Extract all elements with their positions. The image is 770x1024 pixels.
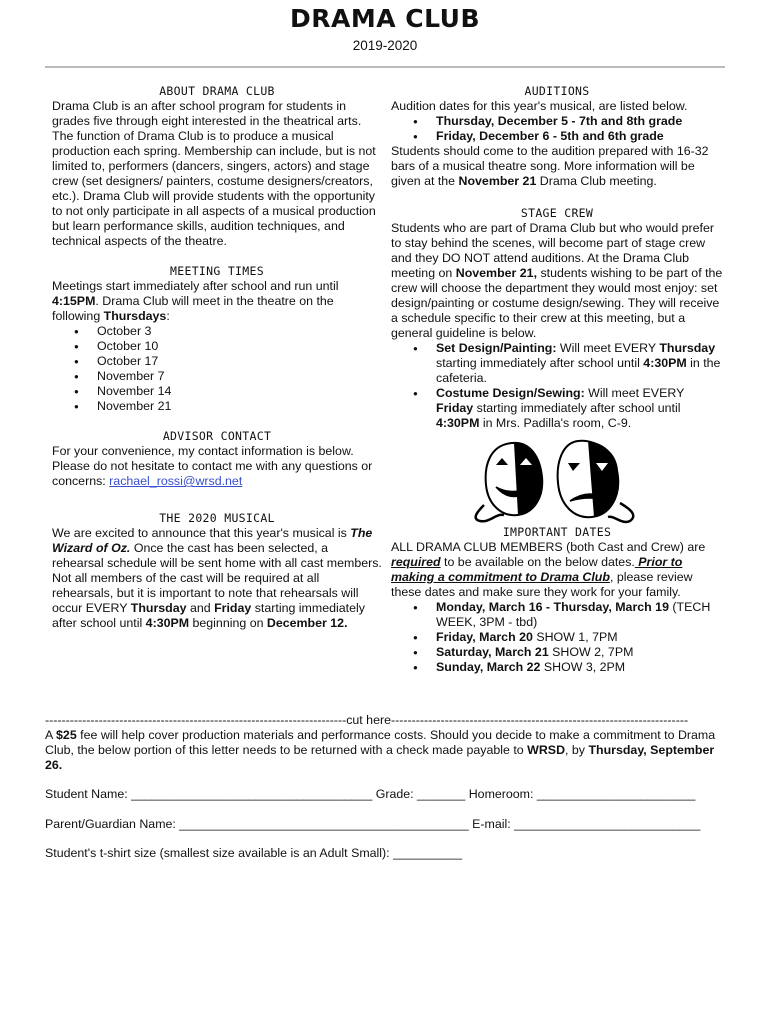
list-item: ● November 14	[97, 384, 382, 399]
list-item: ● Monday, March 16 - Thursday, March 19 (TECH WEEK, 3PM - tbd)	[436, 600, 723, 630]
cut-here-line: -------------------------------------------------------------------------cut here------------------------------------------------------------------------	[45, 713, 689, 727]
comedy-mask-icon	[486, 443, 543, 515]
advisor-email-link[interactable]: rachael_rossi@wrsd.net	[109, 474, 243, 488]
list-item: ● Saturday, March 21 SHOW 2, 7PM	[436, 645, 723, 660]
important-dates-heading: IMPORTANT DATES	[502, 525, 612, 539]
important-dates-section	[391, 525, 723, 675]
list-item: ● October 10	[97, 339, 382, 354]
list-item: ● Costume Design/Sewing: Will meet EVERY Friday starting immediately after school until 4:30PM in Mrs. Padilla's room, C-9.	[436, 386, 723, 431]
advisor-section	[52, 429, 382, 489]
tragedy-mask-icon	[558, 441, 619, 517]
crew-schedule-list	[391, 341, 723, 431]
advisor-heading: ADVISOR CONTACT	[162, 429, 272, 443]
tshirt-size-field[interactable]: Student's t-shirt size (smallest size available is an Adult Small): __________	[45, 846, 462, 860]
list-item: ● Thursday, December 5 - 7th and 8th grade	[436, 114, 723, 129]
about-heading: ABOUT DRAMA CLUB	[159, 84, 275, 98]
important-text: ALL DRAMA CLUB MEMBERS (both Cast and Crew) are required to be available on the below dates. Prior to making a commitment to Drama Club, please review these dates and make sure they work for your family.	[391, 540, 706, 599]
list-item: ● Friday, March 20 SHOW 1, 7PM	[436, 630, 723, 645]
stage-crew-text: Students who are part of Drama Club but who would prefer to stay behind the scenes, will become part of stage crew and they DO NOT attend auditions. At the Drama Club meeting on November 21, students wishing to be part of the crew will choose the department they would most enjoy: set design/painting or costume design/sewing. They will receive a schedule specific to their crew at this meeting, but a general guideline is below.	[391, 221, 723, 340]
list-item: ● October 17	[97, 354, 382, 369]
auditions-section	[391, 84, 723, 189]
auditions-intro: Audition dates for this year's musical, are listed below.	[391, 99, 688, 113]
stage-crew-heading: STAGE CREW	[520, 206, 594, 220]
header-divider	[45, 66, 725, 68]
meetings-intro: Meetings start immediately after school and run until 4:15PM. Drama Club will meet in the theatre on the following Thursdays:	[52, 279, 339, 323]
fee-text: A $25 fee will help cover production materials and performance costs. Should you decide to make a commitment to Drama Club, the below portion of this letter needs to be returned with a check made payable to WRSD, by Thursday, September 26.	[45, 728, 716, 772]
auditions-text: Students should come to the audition prepared with 16-32 bars of a musical theatre song. More information will be given at the November 21 Drama Club meeting.	[391, 144, 709, 188]
list-item: ● Set Design/Painting: Will meet EVERY Thursday starting immediately after school until 4:30PM in the cafeteria.	[436, 341, 723, 386]
list-item: ● November 7	[97, 369, 382, 384]
list-item: ● Sunday, March 22 SHOW 3, 2PM	[436, 660, 723, 675]
about-section	[52, 84, 382, 249]
list-item: ● November 21	[97, 399, 382, 414]
important-dates-list	[391, 600, 723, 675]
meeting-dates-list	[52, 324, 382, 414]
advisor-text: For your convenience, my contact information is below. Please do not hesitate to contact me with any questions or concerns: rachael_rossi@wrsd.net	[52, 444, 373, 488]
audition-dates-list	[391, 114, 723, 144]
parent-info-fields[interactable]: Parent/Guardian Name: __________________________________________ E-mail: ___________________________	[45, 817, 701, 831]
theatre-masks-image	[470, 435, 640, 530]
list-item: ● October 3	[97, 324, 382, 339]
meetings-section	[52, 264, 382, 414]
list-item: ● Friday, December 6 - 5th and 6th grade	[436, 129, 723, 144]
musical-text: We are excited to announce that this year's musical is The Wizard of Oz. Once the cast has been selected, a rehearsal schedule will be sent home with all cast members. Not all members of the cast will be required at all rehearsals, but it is important to note that rehearsals will occur EVERY Thursday and Friday starting immediately after school until 4:30PM beginning on December 12.	[52, 526, 382, 630]
school-year: 2019-2020	[352, 38, 418, 53]
page-title: DRAMA CLUB	[289, 4, 481, 33]
meetings-heading: MEETING TIMES	[170, 264, 264, 278]
musical-heading: THE 2020 MUSICAL	[159, 511, 275, 525]
musical-section	[52, 511, 382, 631]
student-info-fields[interactable]: Student Name: ___________________________________ Grade: _______ Homeroom: _______________________	[45, 787, 696, 801]
auditions-heading: AUDITIONS	[524, 84, 590, 98]
about-text: Drama Club is an after school program for students in grades five through eight interested in the theatrical arts. The function of Drama Club is to produce a musical production each spring. Membership can include, but is not limited to, performers (dancers, singers, actors) and stage crew (set designers/ painters, costume designers/creators, etc.). Drama Club will provide students with the opportunity to not only participate in all aspects of a musical production but learn performance skills, audition techniques, and technical aspects of the theatre.	[52, 99, 376, 248]
stage-crew-section	[391, 206, 723, 431]
